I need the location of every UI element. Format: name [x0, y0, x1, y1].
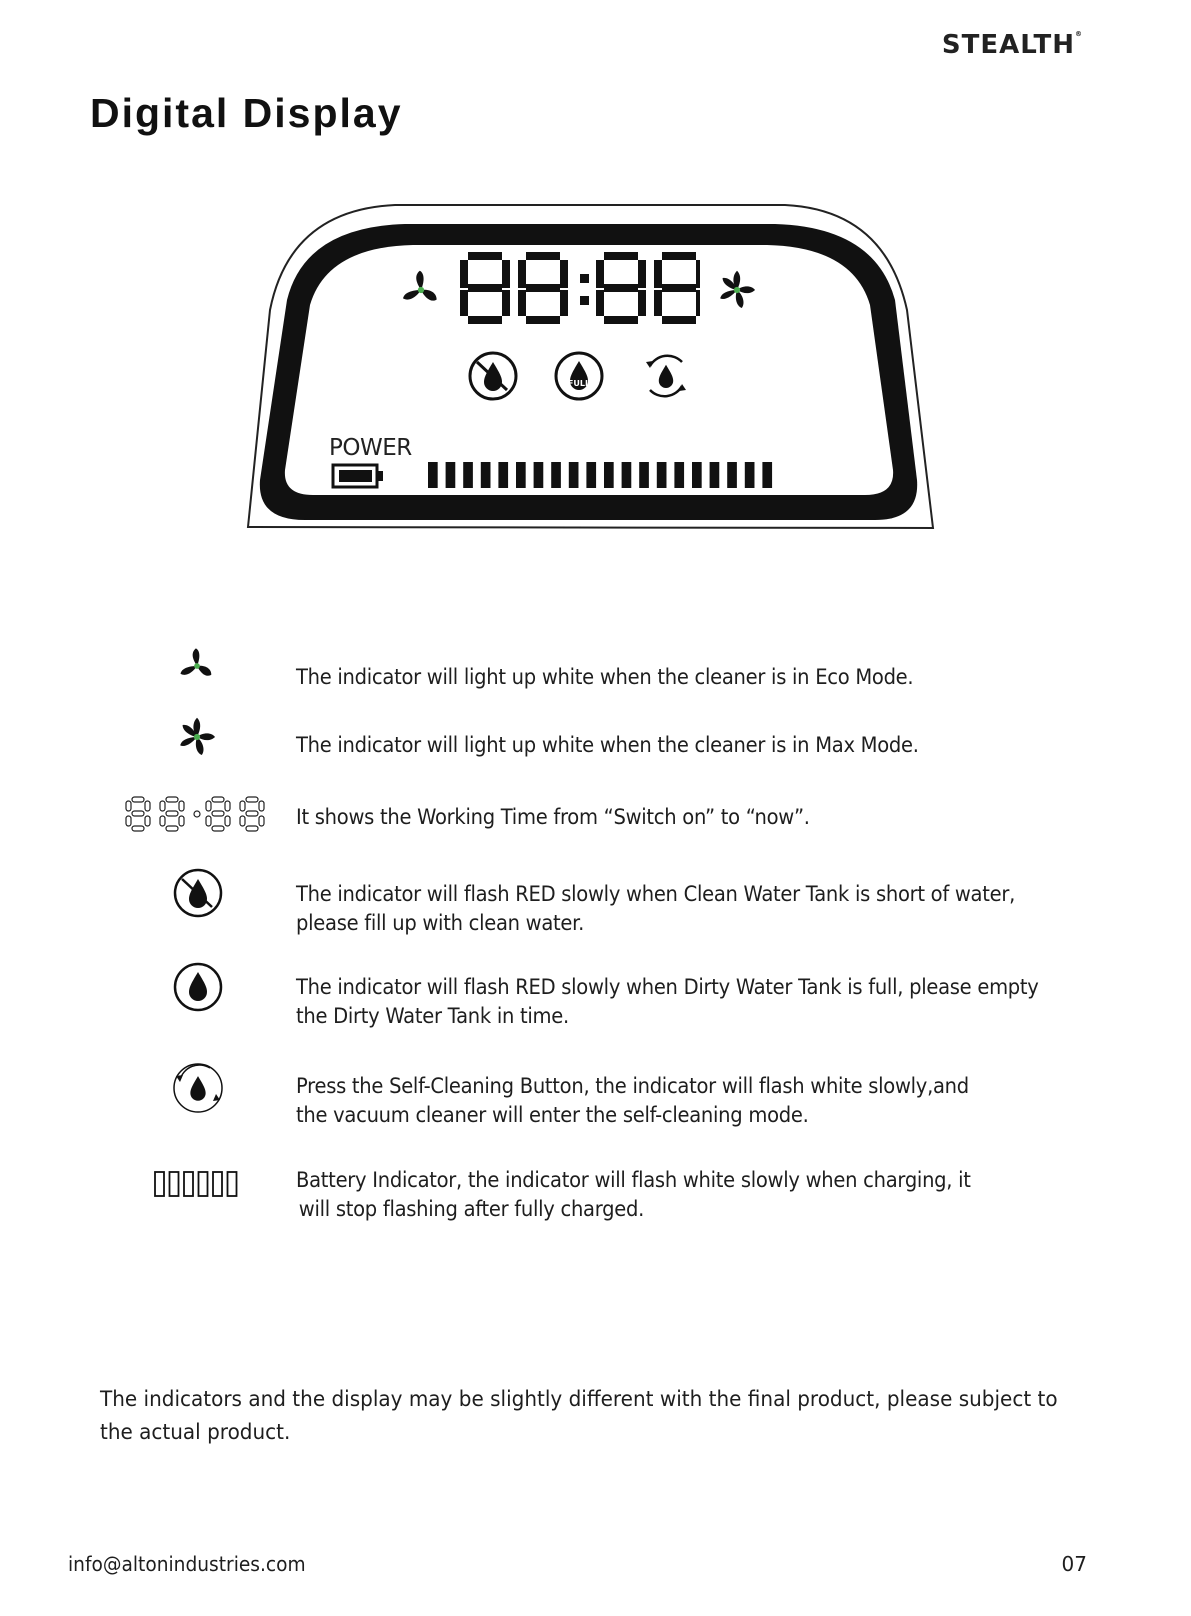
timer-digits-icon — [124, 795, 274, 833]
level-bar — [463, 462, 473, 488]
level-bar — [674, 462, 684, 488]
level-bar — [569, 462, 579, 488]
outline-digit-segment — [160, 801, 165, 811]
display-dirty-water-full-icon — [553, 350, 605, 402]
eco-fan-icon — [175, 644, 219, 688]
clock-segment — [460, 290, 468, 316]
outline-digit-segment — [179, 816, 184, 826]
outline-digit-segment — [179, 801, 184, 811]
display-level-bars — [428, 460, 780, 490]
disclaimer-note: The indicators and the display may be slightly different with the final product, please subject to the actual product. — [100, 1387, 1058, 1445]
clock-segment — [502, 290, 510, 316]
clock-segment — [662, 252, 696, 260]
outline-digit-segment — [246, 797, 258, 802]
clock-segment — [638, 260, 646, 288]
clock-segment — [518, 290, 526, 316]
digital-display-illustration — [245, 200, 935, 545]
outline-digit-segment — [259, 801, 264, 811]
level-bar — [604, 462, 614, 488]
outline-colon — [194, 811, 200, 817]
display-battery-icon — [331, 463, 385, 489]
outline-digit-segment — [160, 816, 165, 826]
clock-segment — [468, 316, 502, 324]
page-title: Digital Display — [90, 90, 403, 136]
battery-segment — [228, 1172, 237, 1196]
clock-colon-dot — [580, 274, 589, 283]
level-bar — [481, 462, 491, 488]
indicator-eco-text: The indicator will light up white when the cleaner is in Eco Mode. — [296, 665, 914, 689]
clock-segment — [460, 260, 468, 288]
clock-segment — [526, 284, 560, 292]
clock-segment — [526, 316, 560, 324]
page-number: 07 — [1061, 1552, 1087, 1576]
outline-digit-segment — [206, 816, 211, 826]
indicator-max-text: The indicator will light up white when the cleaner is in Max Mode. — [296, 733, 919, 757]
clock-segment — [526, 252, 560, 260]
svg-text:FULL: FULL — [567, 379, 591, 388]
clock-segment — [696, 260, 700, 288]
outline-digit-segment — [145, 816, 150, 826]
max-fan-icon — [173, 713, 221, 761]
outline-digit-segment — [132, 826, 144, 831]
battery-segments-icon — [153, 1170, 245, 1200]
clock-segment — [468, 284, 502, 292]
clock-colon-dot — [580, 296, 589, 305]
clock-segment — [596, 290, 604, 316]
outline-digit-segment — [240, 816, 245, 826]
level-bar — [727, 462, 737, 488]
battery-segment — [199, 1172, 208, 1196]
outline-digit-segment — [240, 801, 245, 811]
outline-digit-segment — [259, 816, 264, 826]
level-bar — [428, 462, 438, 488]
outline-digit-segment — [132, 811, 144, 816]
battery-segment — [155, 1172, 164, 1196]
outline-digit-segment — [212, 811, 224, 816]
outline-digit-segment — [225, 816, 230, 826]
outline-digit-segment — [145, 801, 150, 811]
display-clock — [458, 250, 700, 330]
clock-segment — [696, 290, 700, 316]
dirty-water-full-icon — [172, 961, 224, 1013]
indicator-time-text: It shows the Working Time from “Switch on” to “now”. — [296, 805, 810, 829]
outline-digit-segment — [166, 797, 178, 802]
clock-segment — [662, 316, 696, 324]
clock-segment — [468, 252, 502, 260]
clock-segment — [560, 260, 568, 288]
display-max-fan-icon — [713, 266, 761, 314]
outline-digit-segment — [212, 826, 224, 831]
outline-digit-segment — [166, 811, 178, 816]
level-bar — [551, 462, 561, 488]
outline-digit-segment — [126, 801, 131, 811]
clock-segment — [604, 316, 638, 324]
outline-digit-segment — [246, 826, 258, 831]
level-bar — [498, 462, 508, 488]
clock-segment — [518, 260, 526, 288]
level-bar — [622, 462, 632, 488]
indicator-dirty-water-text: The indicator will flash RED slowly when Dirty Water Tank is full, please empty the Dirty Water Tank in time. — [296, 975, 1039, 1028]
outline-digit-segment — [126, 816, 131, 826]
clock-segment — [654, 260, 662, 288]
outline-digit-segment — [225, 801, 230, 811]
display-clean-water-empty-icon — [467, 350, 519, 402]
clean-water-empty-icon — [172, 867, 224, 919]
level-bar — [745, 462, 755, 488]
clock-segment — [596, 260, 604, 288]
level-bar — [534, 462, 544, 488]
level-bar — [710, 462, 720, 488]
level-bar — [516, 462, 526, 488]
level-bar — [692, 462, 702, 488]
footer-email: info@altonindustries.com — [68, 1552, 306, 1576]
display-eco-fan-icon — [397, 266, 445, 314]
indicator-self-cleaning-text: Press the Self-Cleaning Button, the indicator will flash white slowly,and the vacuum cleaner will enter the self-cleaning mode. — [296, 1074, 969, 1127]
display-power-label: POWER — [329, 435, 412, 461]
level-bar — [446, 462, 456, 488]
brand-logo: STEALTH® — [941, 30, 1083, 60]
outline-digit-segment — [212, 797, 224, 802]
level-bar — [762, 462, 772, 488]
indicator-clean-water-text: The indicator will flash RED slowly when Clean Water Tank is short of water, please fill up with clean water. — [296, 882, 1016, 935]
clock-segment — [604, 252, 638, 260]
outline-digit-segment — [166, 826, 178, 831]
level-bar — [639, 462, 649, 488]
indicator-battery-text: Battery Indicator, the indicator will flash white slowly when charging, it will stop flashing after fully charged. — [296, 1168, 971, 1221]
clock-segment — [560, 290, 568, 316]
clock-segment — [604, 284, 638, 292]
display-self-cleaning-icon — [638, 348, 694, 404]
clock-segment — [638, 290, 646, 316]
battery-segment — [170, 1172, 179, 1196]
battery-segment — [184, 1172, 193, 1196]
clock-segment — [654, 290, 662, 316]
self-cleaning-icon — [170, 1060, 226, 1116]
clock-segment — [662, 284, 696, 292]
outline-digit-segment — [206, 801, 211, 811]
clock-segment — [502, 260, 510, 288]
level-bar — [586, 462, 596, 488]
outline-digit-segment — [246, 811, 258, 816]
battery-segment — [213, 1172, 222, 1196]
level-bar — [657, 462, 667, 488]
outline-digit-segment — [132, 797, 144, 802]
